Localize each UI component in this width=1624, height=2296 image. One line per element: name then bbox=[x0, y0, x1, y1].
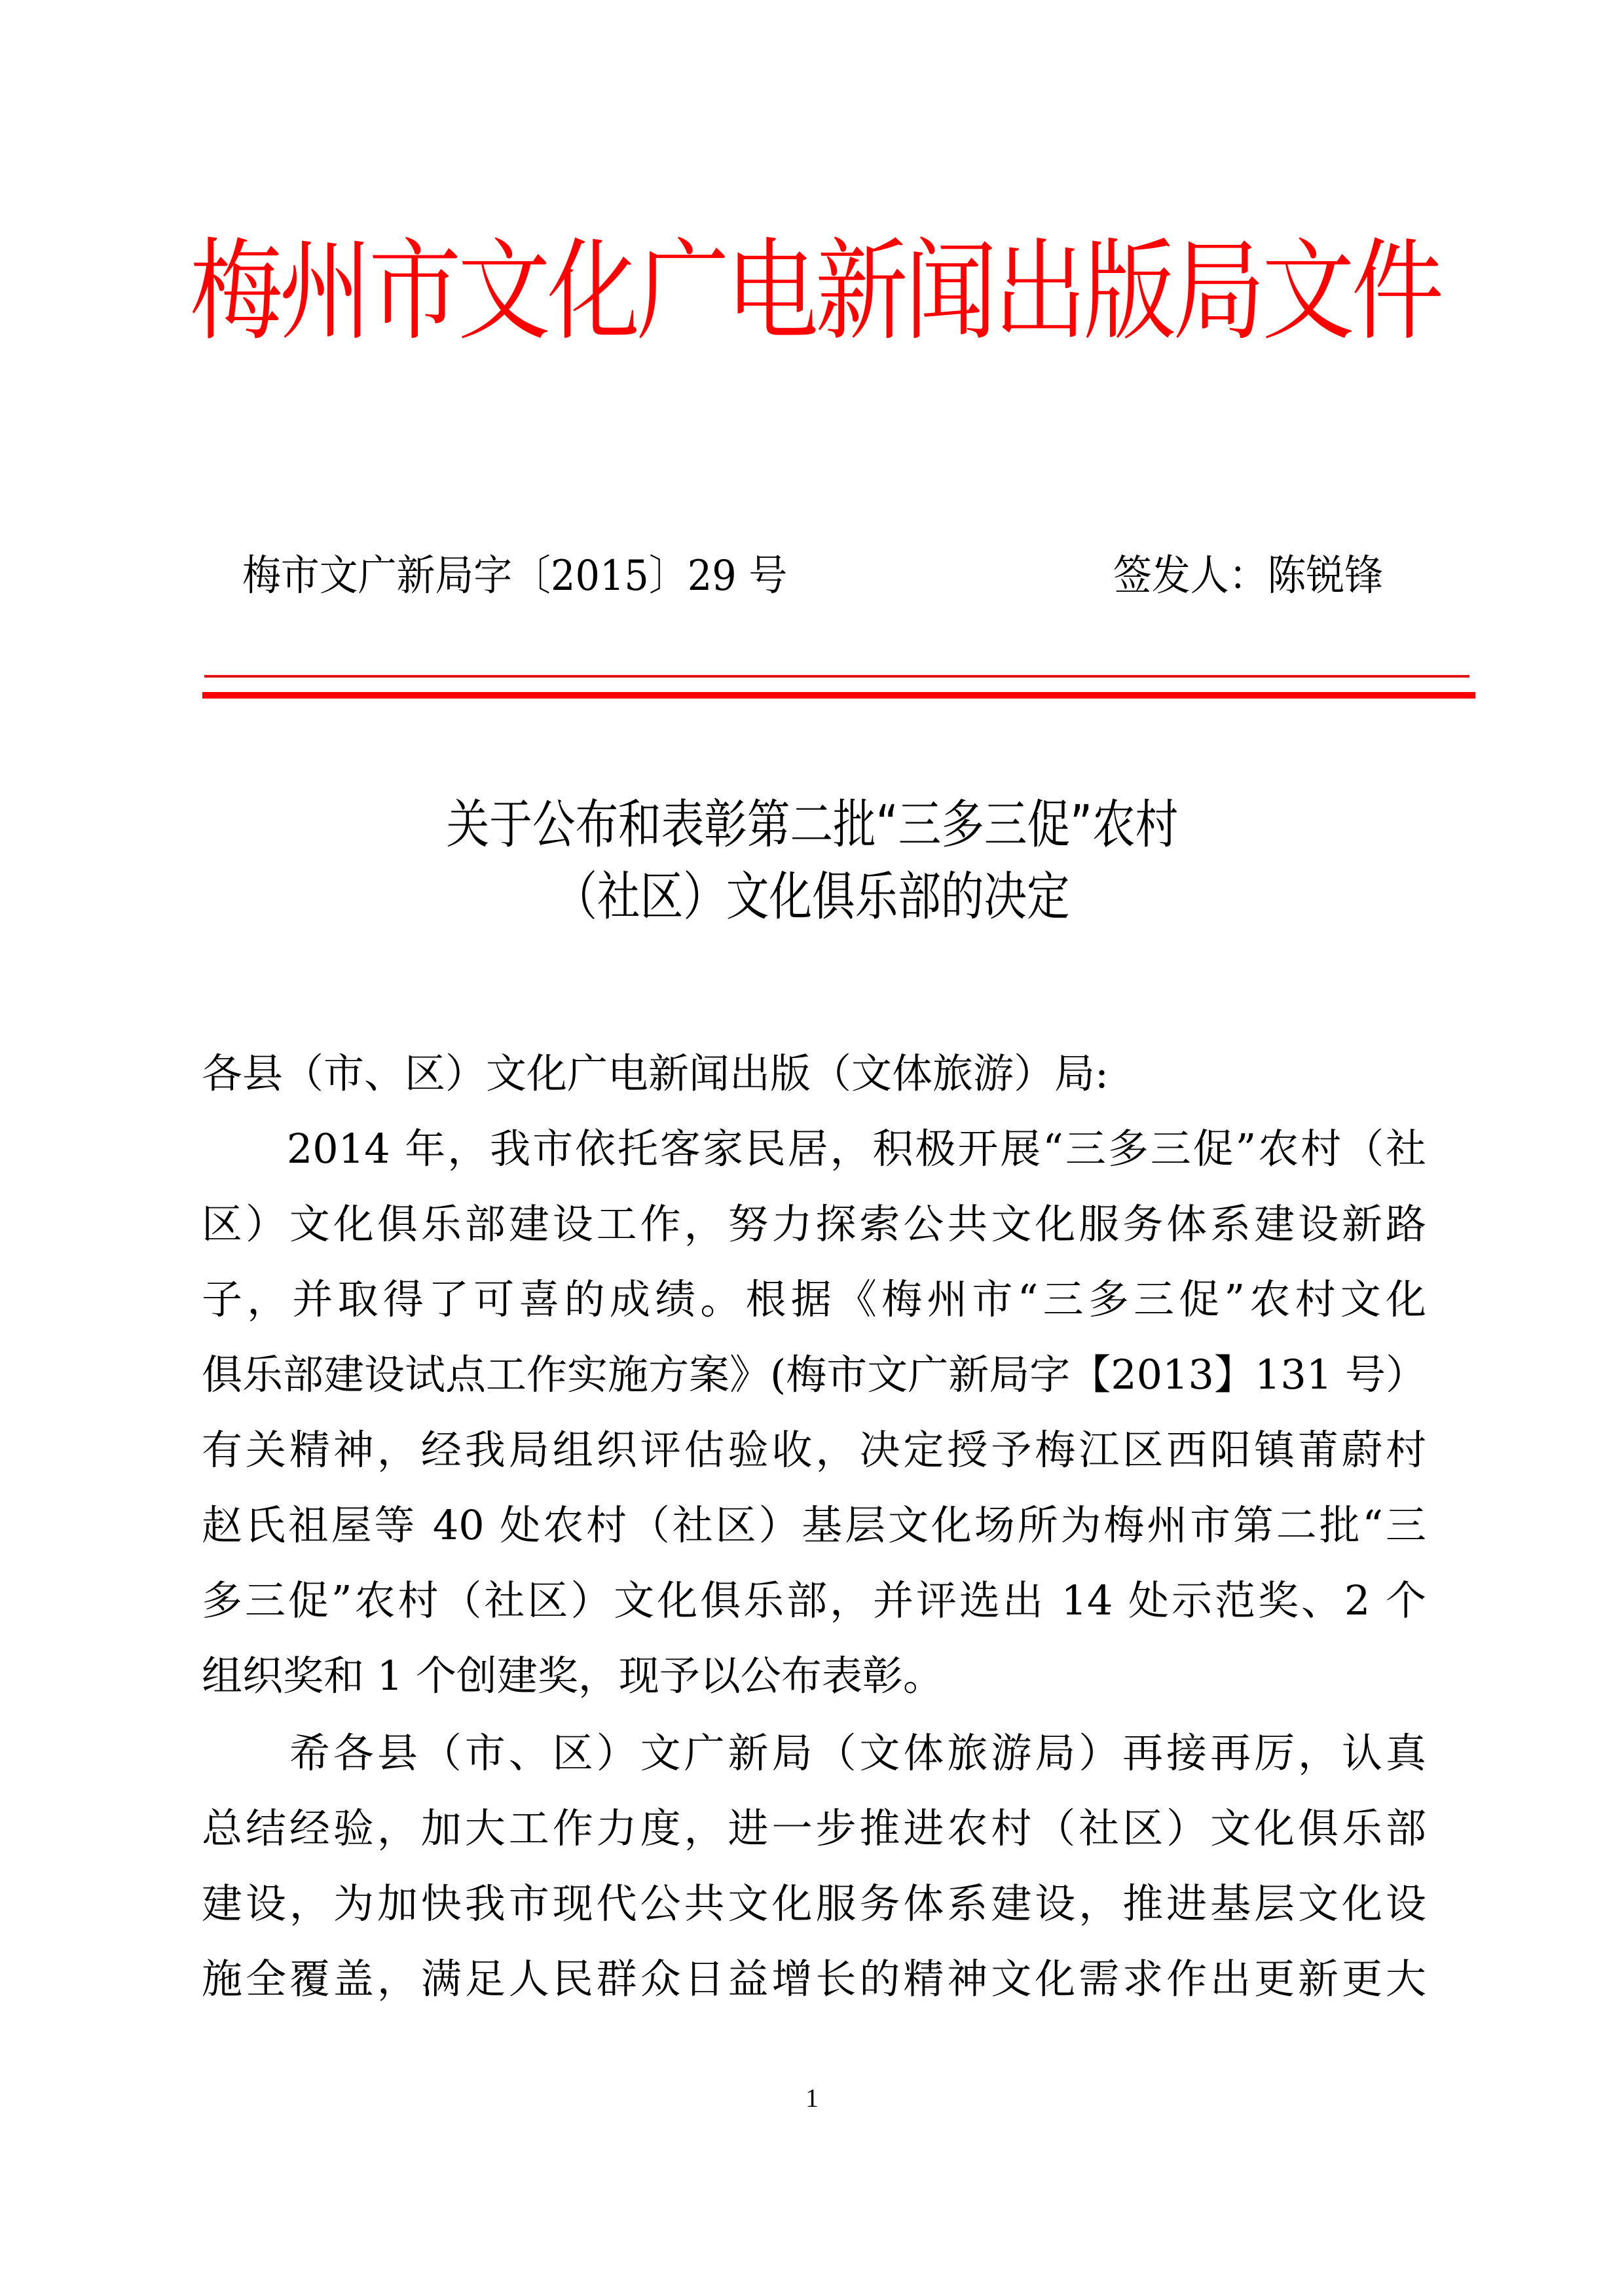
body-line: 子，并取得了可喜的成绩。根据《梅州市“三多三促”农村文化 bbox=[202, 1275, 1426, 1323]
body-line: 有关精神，经我局组织评估验收，决定授予梅江区西阳镇莆蔚村 bbox=[202, 1426, 1426, 1474]
salutation: 各县（市、区）文化广电新闻出版（文体旅游）局: bbox=[202, 1049, 1109, 1097]
body-line: 建设，为加快我市现代公共文化服务体系建设，推进基层文化设 bbox=[202, 1880, 1426, 1927]
body-line: 赵氏祖屋等 40 处农村（社区）基层文化场所为梅州市第二批“三 bbox=[202, 1501, 1426, 1549]
body-line: 施全覆盖，满足人民群众日益增长的精神文化需求作出更新更大 bbox=[202, 1955, 1426, 2003]
signer: 签发人：陈锐锋 bbox=[1113, 552, 1384, 600]
page-number: 1 bbox=[805, 2083, 819, 2113]
masthead-title: 梅州市文化广电新闻出版局文件 bbox=[190, 227, 1441, 355]
red-divider-thin bbox=[204, 675, 1469, 678]
body-line: 多三促”农村（社区）文化俱乐部，并评选出 14 处示范奖、2 个 bbox=[202, 1576, 1426, 1624]
red-divider-thick bbox=[202, 692, 1475, 699]
body-line: 俱乐部建设试点工作实施方案》(梅市文广新局字【2013】131 号） bbox=[202, 1351, 1427, 1398]
document-title-line-2: （社区）文化俱乐部的决定 bbox=[554, 866, 1070, 927]
document-title-line-1: 关于公布和表彰第二批“三多三促”农村 bbox=[446, 794, 1178, 855]
body-line: 总结经验，加大工作力度，进一步推进农村（社区）文化俱乐部 bbox=[202, 1804, 1426, 1852]
body-line: 区）文化俱乐部建设工作，努力探索公共文化服务体系建设新路 bbox=[202, 1200, 1426, 1248]
body-line: 2014 年，我市依托客家民居，积极开展“三多三促”农村（社 bbox=[202, 1125, 1426, 1173]
body-line: 组织奖和 1 个创建奖，现予以公布表彰。 bbox=[202, 1652, 944, 1700]
document-number: 梅市文广新局字〔2015〕29 号 bbox=[242, 552, 788, 600]
body-line: 希各县（市、区）文广新局（文体旅游局）再接再厉，认真 bbox=[202, 1729, 1426, 1777]
